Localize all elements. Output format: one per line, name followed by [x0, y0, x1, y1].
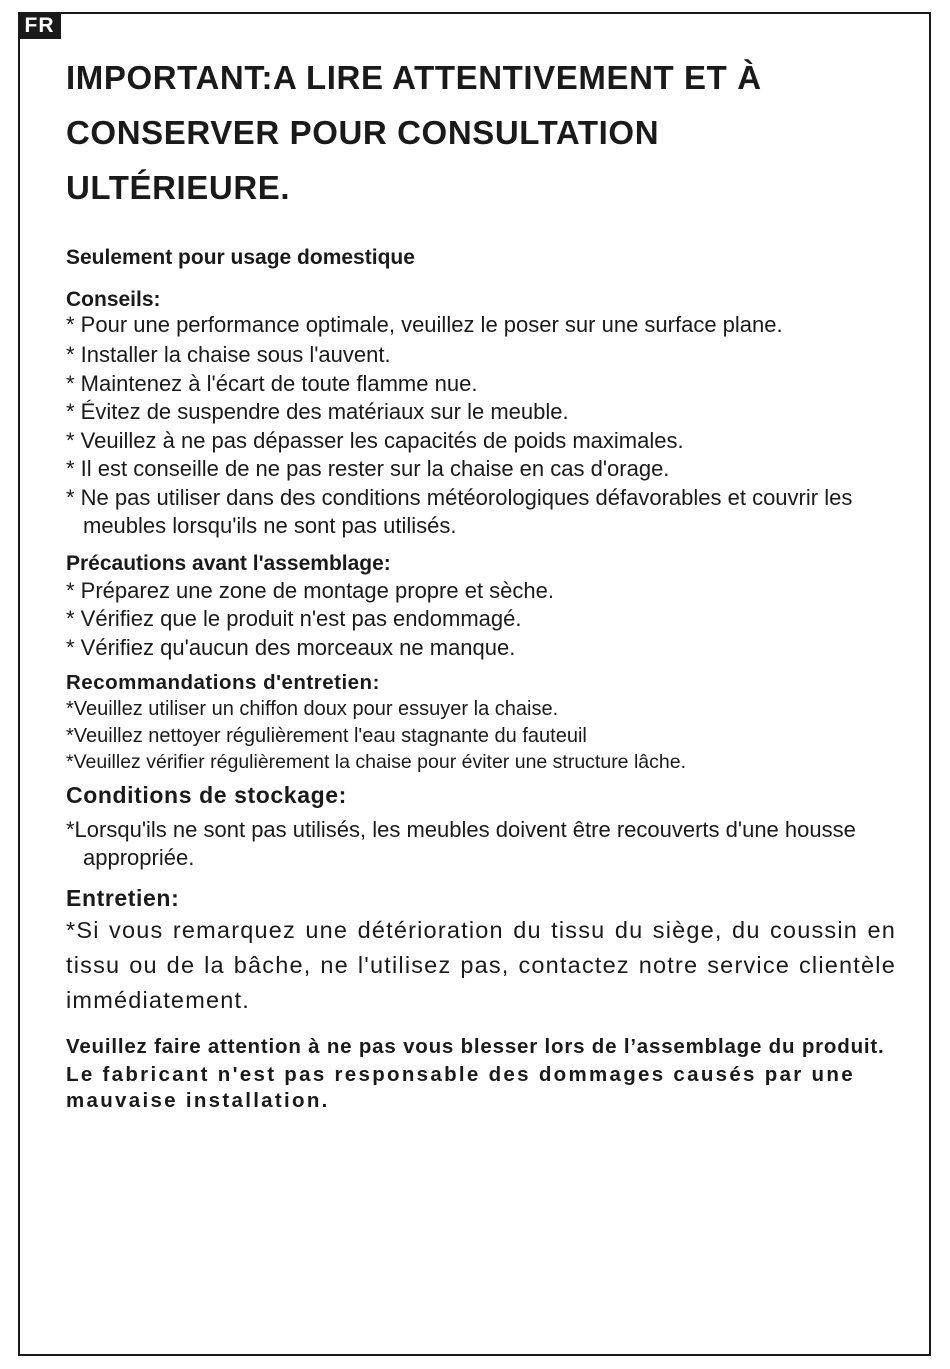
- conseils-item-4: * Évitez de suspendre des matériaux sur le meuble.: [66, 399, 569, 424]
- conseils-item-3: * Maintenez à l'écart de toute flamme nue.: [66, 370, 478, 396]
- title-line-3: ULTÉRIEURE.: [66, 169, 291, 206]
- entretien-heading: Entretien:: [66, 884, 180, 911]
- conseils-item-5: * Veuillez à ne pas dépasser les capacités de poids maximales.: [66, 427, 684, 453]
- language-tag: FR: [18, 12, 61, 39]
- title-line-2: CONSERVER POUR CONSULTATION: [66, 114, 660, 151]
- conseils-heading: Conseils:: [66, 288, 161, 311]
- recommandations-item-3: *Veuillez vérifier régulièrement la chaise pour éviter une structure lâche.: [66, 751, 686, 773]
- precautions-item-2: * Vérifiez que le produit n'est pas endommagé.: [66, 606, 522, 631]
- precautions-item-3: * Vérifiez qu'aucun des morceaux ne manque.: [66, 634, 516, 660]
- precautions-heading: Précautions avant l'assemblage:: [66, 551, 391, 575]
- conseils-item-7: * Ne pas utiliser dans des conditions météorologiques défavorables et couvrir les meubles lorsqu'ils ne sont pas utilisés.: [66, 484, 853, 538]
- entretien-body: *Si vous remarquez une détérioration du tissu du siège, du coussin en tissu ou de la bâche, ne l'utilisez pas, contactez notre service clientèle immédiatement.: [66, 916, 896, 1013]
- page-title: [66, 50, 896, 215]
- recommandations-item-2: *Veuillez nettoyer régulièrement l'eau stagnante du fauteuil: [66, 724, 587, 747]
- recommandations-heading: Recommandations d'entretien:: [66, 671, 380, 694]
- assembly-warning: Veuillez faire attention à ne pas vous blesser lors de l’assemblage du produit.: [66, 1034, 885, 1058]
- document-content: [66, 50, 896, 1114]
- conseils-item-2: * Installer la chaise sous l'auvent.: [66, 342, 391, 367]
- precautions-item-1: * Préparez une zone de montage propre et sèche.: [66, 577, 554, 603]
- conseils-item-6: * Il est conseille de ne pas rester sur la chaise en cas d'orage.: [66, 456, 670, 481]
- manufacturer-disclaimer: Le fabricant n'est pas responsable des dommages causés par une mauvaise installation.: [66, 1062, 855, 1112]
- recommandations-item-1: *Veuillez utiliser un chiffon doux pour essuyer la chaise.: [66, 698, 559, 720]
- stockage-heading: Conditions de stockage:: [66, 781, 347, 808]
- conseils-item-1: * Pour une performance optimale, veuillez le poser sur une surface plane.: [66, 312, 783, 337]
- title-line-1: IMPORTANT:A LIRE ATTENTIVEMENT ET À: [66, 59, 762, 96]
- stockage-item-1: *Lorsqu'ils ne sont pas utilisés, les meubles doivent être recouverts d'une housse appropriée.: [66, 816, 856, 870]
- domestic-use-note: Seulement pour usage domestique: [66, 246, 415, 269]
